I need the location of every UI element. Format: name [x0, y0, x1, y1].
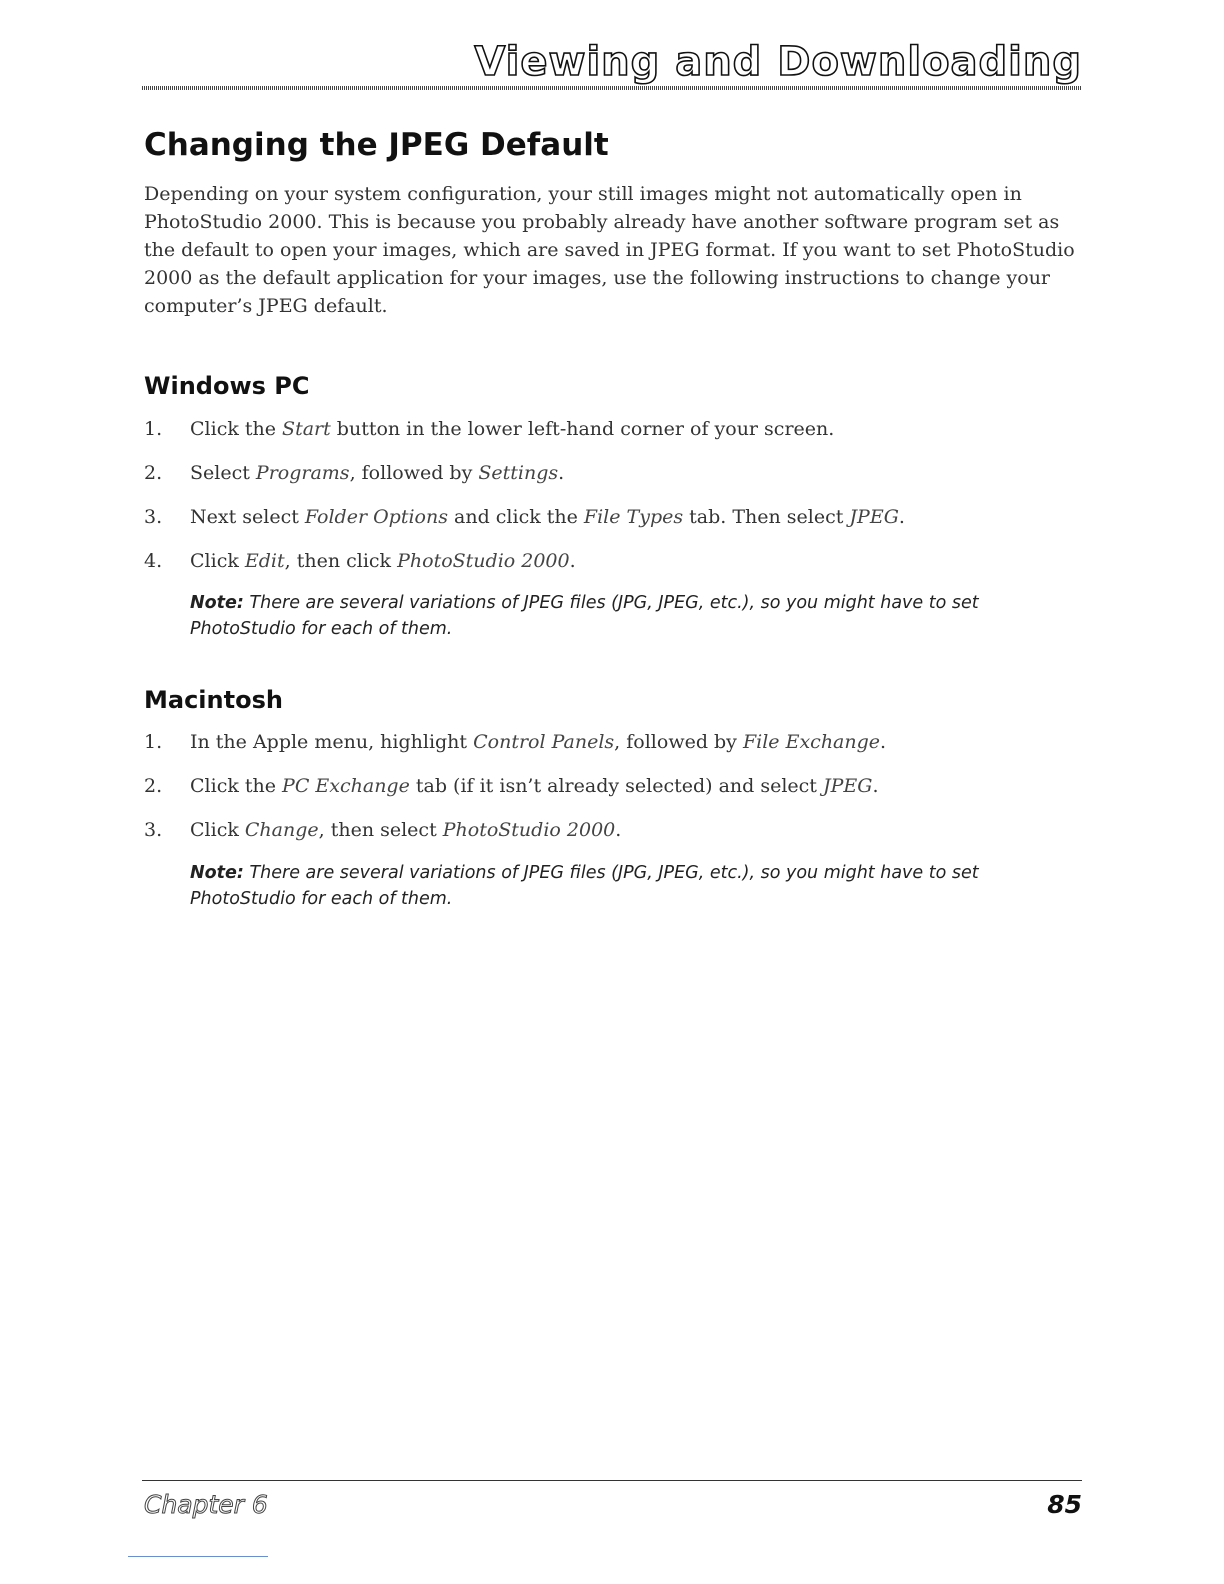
step-text: .: [558, 462, 565, 484]
step-emphasis: Programs: [255, 462, 350, 484]
step-emphasis: Folder Options: [304, 506, 448, 528]
mac-note: [190, 860, 1050, 912]
note-text: There are several variations of JPEG files (JPG, JPEG, etc.), so you might have to set PhotoStudio for each of them.: [190, 593, 979, 639]
footer-chapter: Chapter 6: [144, 1490, 268, 1519]
step-text: In the Apple menu, highlight: [190, 731, 474, 753]
step-emphasis: JPEG: [822, 775, 873, 797]
note-label: Note:: [190, 863, 244, 883]
step-text: .: [569, 550, 576, 572]
step-number: 1.: [144, 418, 163, 440]
step-text: Click: [190, 819, 245, 841]
mac-steps: [144, 729, 1084, 861]
windows-steps: [144, 416, 1084, 592]
footer-rule: [142, 1480, 1082, 1481]
step-text: tab (if it isn’t already selected) and select: [409, 775, 823, 797]
note-text: There are several variations of JPEG files (JPG, JPEG, etc.), so you might have to set PhotoStudio for each of them.: [190, 863, 979, 909]
list-item: [144, 548, 1084, 592]
page-header: [142, 38, 1082, 90]
header-title: Viewing and Downloading: [474, 39, 1082, 85]
step-text: .: [880, 731, 887, 753]
step-emphasis: File Types: [583, 506, 684, 528]
step-text: , followed by: [349, 462, 479, 484]
step-text: Select: [190, 462, 256, 484]
list-item: [144, 504, 1084, 548]
step-emphasis: JPEG: [849, 506, 899, 528]
step-text: , then select: [318, 819, 443, 841]
step-text: and click the: [447, 506, 584, 528]
step-text: .: [872, 775, 879, 797]
step-text: button in the lower left-hand corner of your screen.: [330, 418, 835, 440]
step-text: Click the: [190, 775, 283, 797]
list-item: [144, 460, 1084, 504]
page-title: Changing the JPEG Default: [144, 127, 609, 163]
step-text: .: [898, 506, 905, 528]
step-text: , then click: [284, 550, 398, 572]
intro-paragraph: Depending on your system configuration, your still images might not automatically open in PhotoStudio 2000. This is because you probably already have another software program set as the default to open your images, which are saved in JPEG format. If you want to set PhotoStudio 2000 as the default application for your images, use the following instructions to change your computer’s JPEG default.: [144, 183, 1075, 317]
mac-heading: Macintosh: [144, 686, 283, 714]
note-label: Note:: [190, 593, 244, 613]
step-emphasis: PC Exchange: [282, 775, 410, 797]
step-text: Next select: [190, 506, 305, 528]
step-emphasis: Edit: [244, 550, 285, 572]
step-text: .: [615, 819, 622, 841]
header-rule: [142, 86, 1082, 90]
list-item: [144, 817, 1084, 861]
step-emphasis: PhotoStudio 2000: [442, 819, 616, 841]
step-text: Click the: [190, 418, 283, 440]
step-text: , followed by: [614, 731, 743, 753]
list-item: [144, 729, 1084, 773]
step-emphasis: Settings: [478, 462, 559, 484]
list-item: [144, 773, 1084, 817]
step-number: 2.: [144, 775, 163, 797]
step-number: 3.: [144, 506, 163, 528]
step-emphasis: Change: [244, 819, 319, 841]
divider: [128, 1556, 268, 1557]
step-emphasis: Start: [282, 418, 331, 440]
step-text: tab. Then select: [683, 506, 850, 528]
page-number: 85: [1047, 1490, 1082, 1519]
windows-note: [190, 590, 1050, 642]
step-number: 3.: [144, 819, 163, 841]
step-number: 2.: [144, 462, 163, 484]
step-emphasis: PhotoStudio 2000: [397, 550, 570, 572]
list-item: [144, 416, 1084, 460]
windows-heading: Windows PC: [144, 372, 310, 400]
step-number: 4.: [144, 550, 163, 572]
step-text: Click: [190, 550, 245, 572]
step-emphasis: Control Panels: [473, 731, 615, 753]
step-emphasis: File Exchange: [742, 731, 881, 753]
step-number: 1.: [144, 731, 163, 753]
